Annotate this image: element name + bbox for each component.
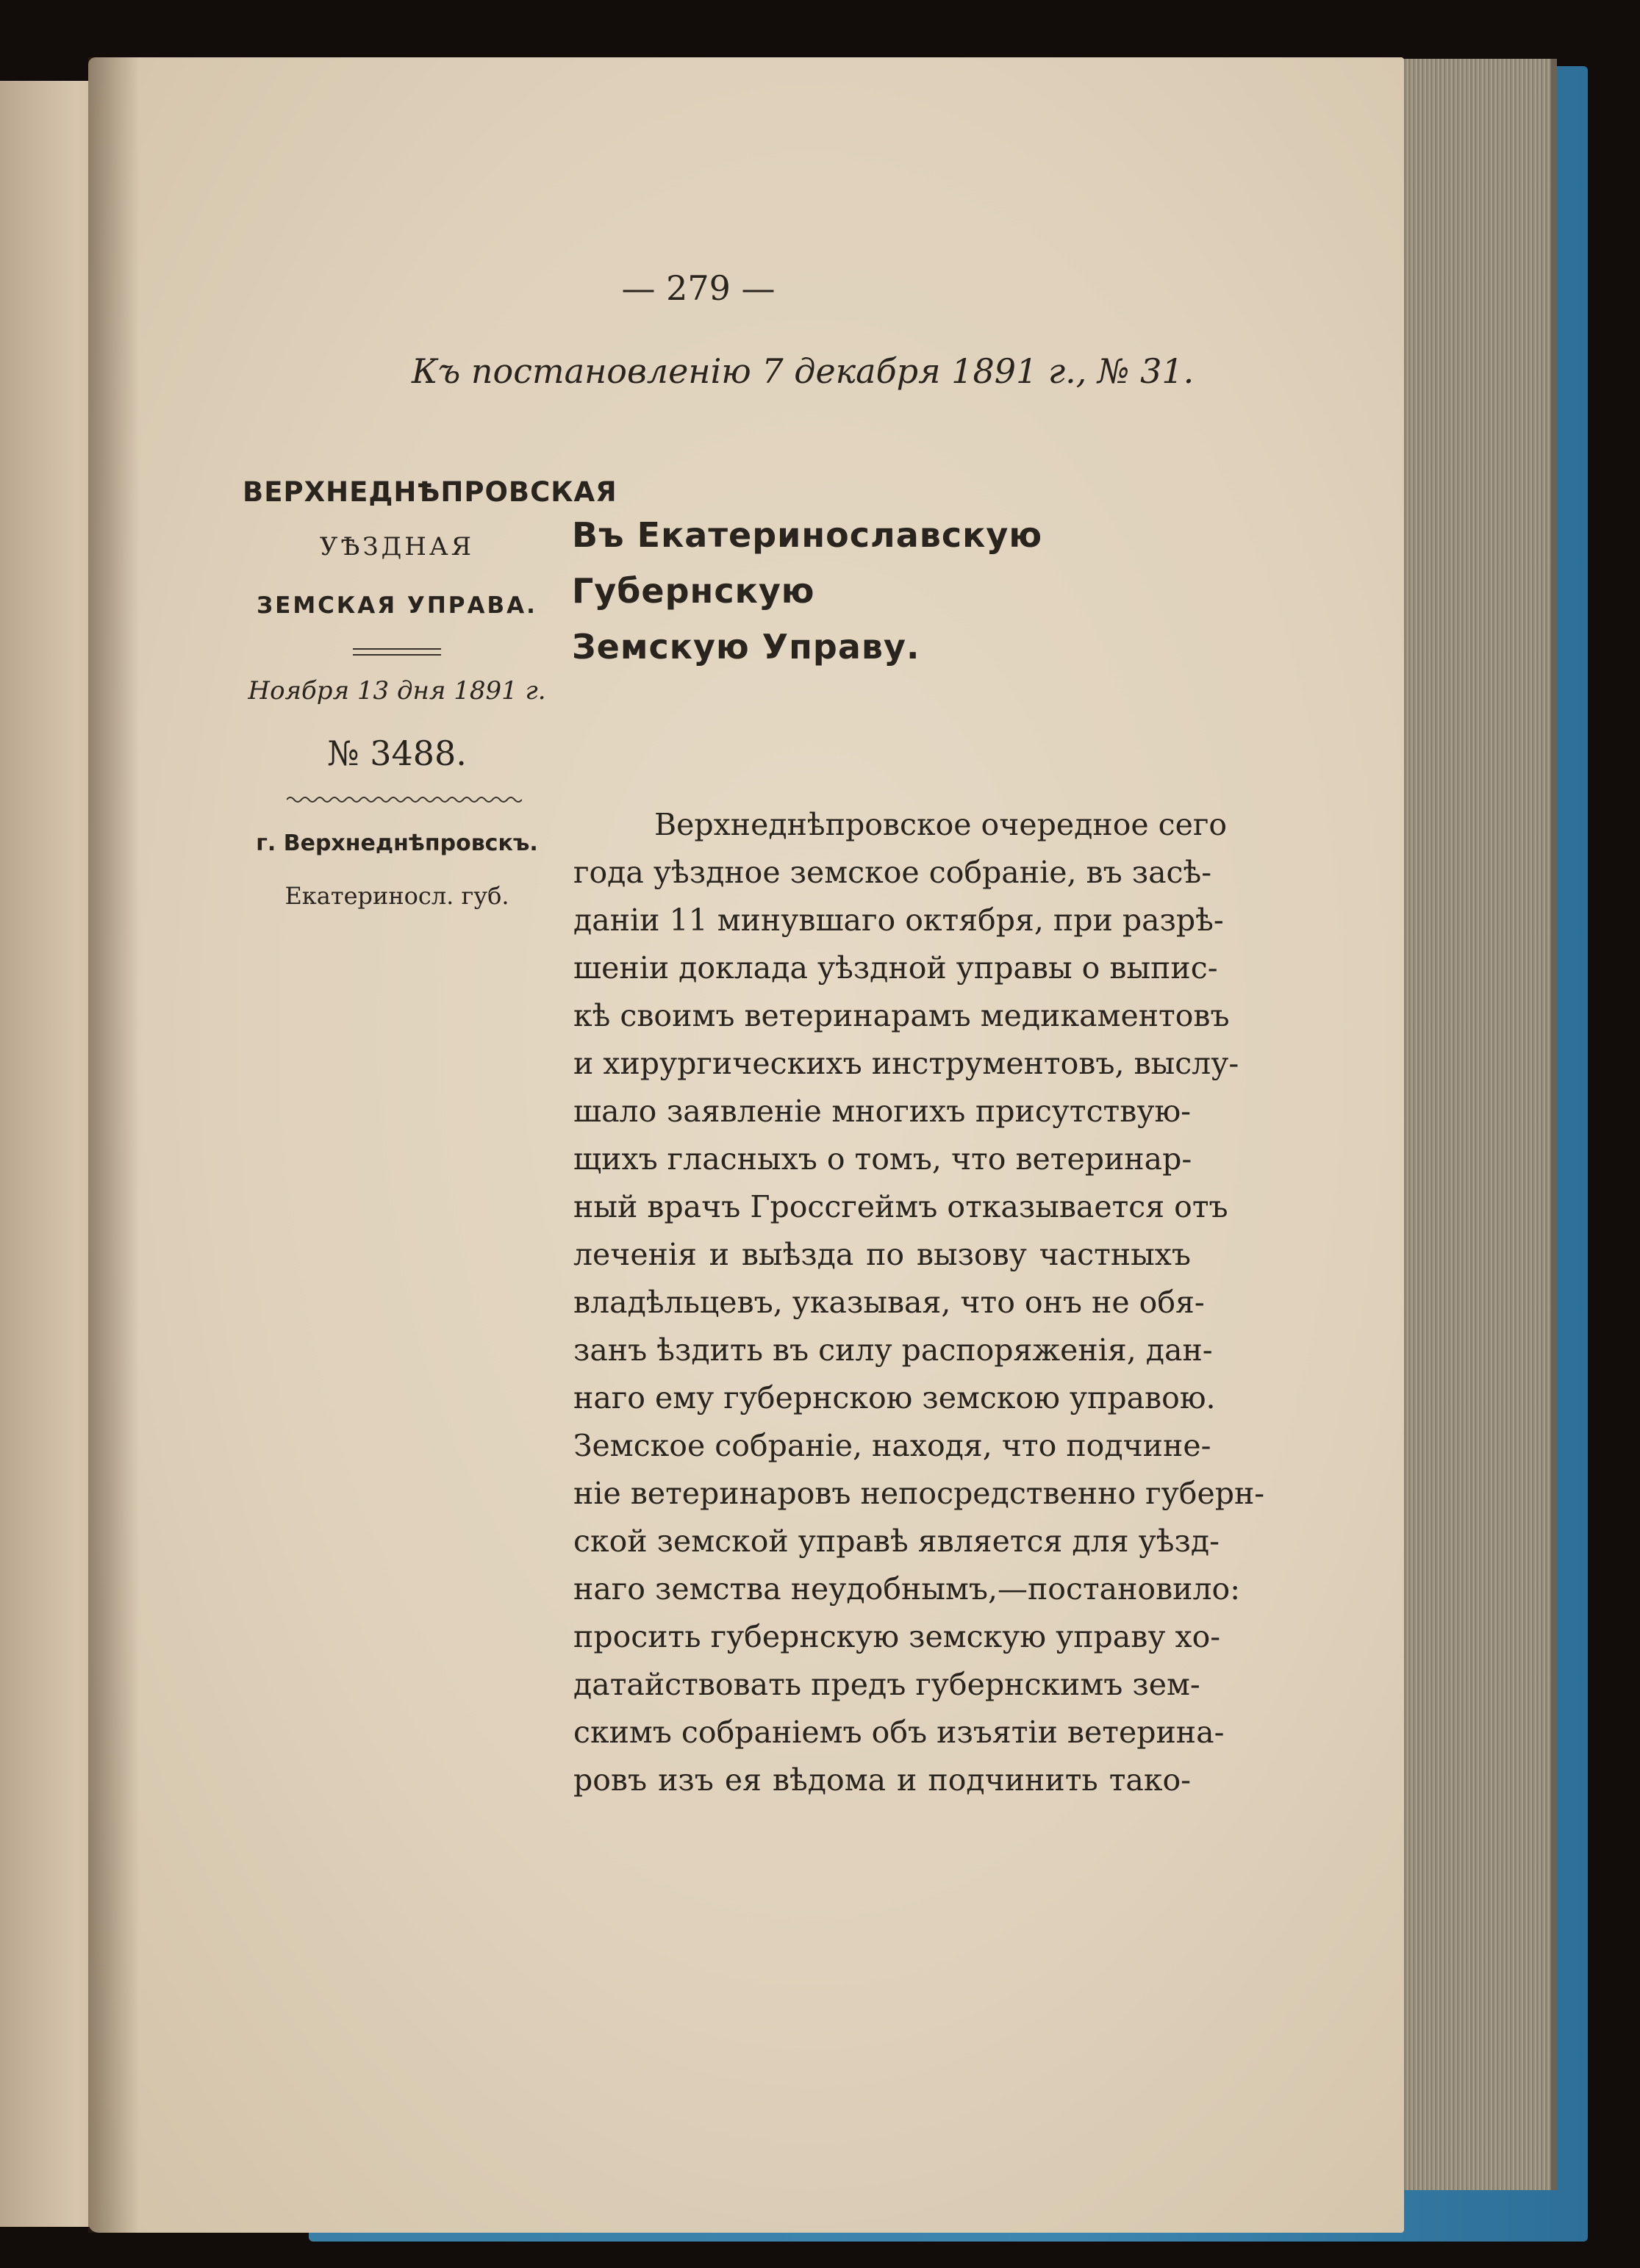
body-line: наго земства неудобнымъ,—постановило:: [573, 1571, 1241, 1607]
body-line: наго ему губернскою земскою управою.: [573, 1380, 1216, 1415]
addressee-line1: Въ Екатеринославскую Губернскую: [572, 515, 1043, 611]
body-line: скимъ собраніемъ объ изъятіи ветерина-: [573, 1715, 1225, 1750]
wavy-divider: [287, 794, 522, 805]
sender-org-line1: ВЕРХНЕДНѢПРОВСКАЯ: [243, 476, 617, 508]
sender-city: г. Верхнеднѣпровскъ.: [256, 830, 538, 856]
ornamental-rule: [353, 648, 441, 656]
body-line: ный врачъ Гроссгеймъ отказывается отъ: [573, 1189, 1228, 1224]
body-line: шало заявленіе многихъ присутствую-: [573, 1094, 1191, 1129]
body-line: просить губернскую земскую управу хо-: [573, 1619, 1221, 1654]
body-line: ніе ветеринаровъ непосредственно губерн-: [573, 1476, 1265, 1511]
body-line: шеніи доклада уѣздной управы о выпис-: [573, 950, 1218, 986]
body-line: леченія и выѣзда по вызову частныхъ: [573, 1237, 1191, 1272]
body-line: датайствовать предъ губернскимъ зем-: [573, 1667, 1200, 1702]
body-line: ровъ изъ ея вѣдома и подчинить тако-: [573, 1762, 1191, 1798]
body-line: владѣльцевъ, указывая, что онъ не обя-: [573, 1285, 1205, 1320]
body-line: кѣ своимъ ветеринарамъ медикаментовъ: [573, 998, 1230, 1033]
body-line: Верхнеднѣпровское очередное сего: [654, 807, 1228, 842]
page-number: — 279 —: [621, 268, 776, 308]
page-gutter-shadow: [88, 57, 140, 2233]
resolution-reference: Къ постановленію 7 декабря 1891 г., № 31.: [412, 351, 1195, 391]
sender-org-line2: УѢЗДНАЯ: [319, 532, 475, 561]
addressee-line2: Земскую Управу.: [572, 627, 920, 667]
body-line: щихъ гласныхъ о томъ, что ветеринар-: [573, 1141, 1192, 1177]
letter-number: № 3488.: [327, 733, 467, 773]
body-line: даніи 11 минувшаго октября, при разрѣ-: [573, 902, 1224, 938]
addressee: [572, 507, 1189, 675]
sender-org-line3: ЗЕМСКАЯ УПРАВА.: [257, 592, 537, 619]
body-line: ской земской управѣ является для уѣзд-: [573, 1524, 1220, 1559]
body-line: занъ ѣздить въ силу распоряженія, дан-: [573, 1332, 1213, 1368]
letter-date: Ноября 13 дня 1891 г.: [248, 676, 546, 706]
page-edges: [1393, 59, 1557, 2190]
body-line: и хирургическихъ инструментовъ, выслу-: [573, 1046, 1239, 1081]
body-text: [573, 801, 1265, 1804]
sender-gubernia: Екатериносл. губ.: [284, 882, 509, 910]
body-line: Земское собраніе, находя, что подчине-: [573, 1428, 1211, 1463]
body-line: года уѣздное земское собраніе, въ засѣ-: [573, 855, 1212, 890]
